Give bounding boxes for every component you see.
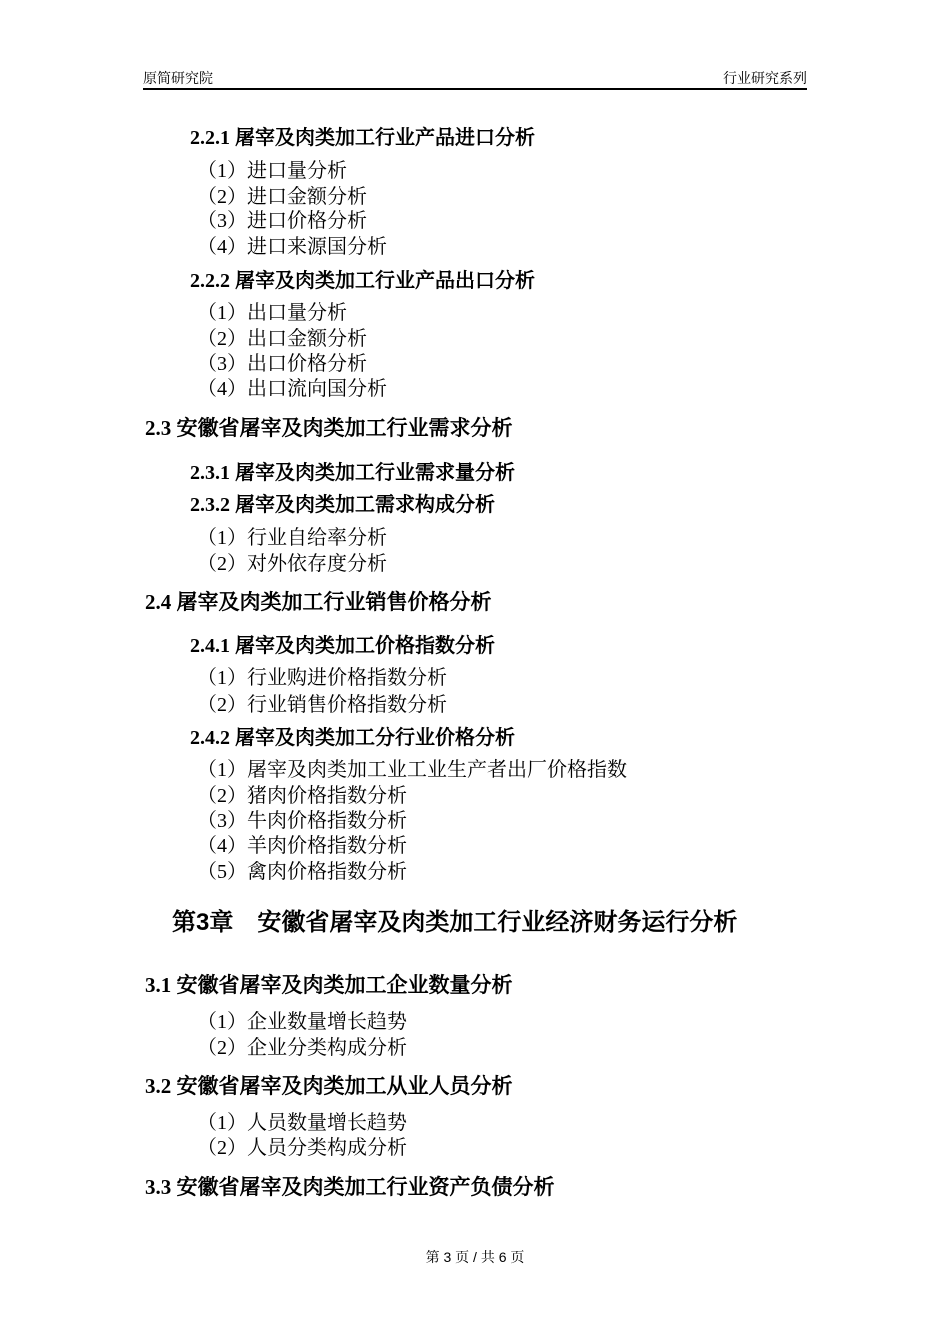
toc-item: （3）进口价格分析 <box>197 210 367 232</box>
toc-item: （1）屠宰及肉类加工业工业生产者出厂价格指数 <box>197 759 627 781</box>
toc-item: （4）羊肉价格指数分析 <box>197 835 407 857</box>
section-heading: 2.4 屠宰及肉类加工行业销售价格分析 <box>145 590 492 614</box>
toc-item: （1）进口量分析 <box>197 160 347 182</box>
toc-item: （2）企业分类构成分析 <box>197 1037 407 1059</box>
header-right: 行业研究系列 <box>723 70 807 86</box>
toc-item: （4）进口来源国分析 <box>197 236 387 258</box>
section-heading: 2.4.2 屠宰及肉类加工分行业价格分析 <box>190 727 515 749</box>
toc-item: （3）出口价格分析 <box>197 353 367 375</box>
toc-item: （1）出口量分析 <box>197 302 347 324</box>
toc-item: （1）行业购进价格指数分析 <box>197 667 447 689</box>
section-heading: 3.1 安徽省屠宰及肉类加工企业数量分析 <box>145 973 513 997</box>
section-heading: 3.2 安徽省屠宰及肉类加工从业人员分析 <box>145 1074 513 1098</box>
section-heading: 2.3.1 屠宰及肉类加工行业需求量分析 <box>190 462 515 484</box>
toc-item: （2）进口金额分析 <box>197 186 367 208</box>
section-heading: 2.2.2 屠宰及肉类加工行业产品出口分析 <box>190 270 535 292</box>
header-rule <box>143 88 807 90</box>
toc-item: （2）人员分类构成分析 <box>197 1137 407 1159</box>
section-heading: 2.3 安徽省屠宰及肉类加工行业需求分析 <box>145 416 513 440</box>
toc-item: （1）企业数量增长趋势 <box>197 1011 407 1033</box>
toc-item: （1）行业自给率分析 <box>197 527 387 549</box>
toc-item: （1）人员数量增长趋势 <box>197 1112 407 1134</box>
toc-item: （4）出口流向国分析 <box>197 378 387 400</box>
toc-item: （2）行业销售价格指数分析 <box>197 694 447 716</box>
section-heading: 2.2.1 屠宰及肉类加工行业产品进口分析 <box>190 127 535 149</box>
chapter-heading: 第3章 安徽省屠宰及肉类加工行业经济财务运行分析 <box>172 909 738 936</box>
header-left: 原简研究院 <box>143 70 213 86</box>
section-heading: 2.4.1 屠宰及肉类加工价格指数分析 <box>190 635 495 657</box>
page-footer: 第 3 页 / 共 6 页 <box>425 1249 525 1265</box>
section-heading: 3.3 安徽省屠宰及肉类加工行业资产负债分析 <box>145 1175 555 1199</box>
toc-item: （2）猪肉价格指数分析 <box>197 785 407 807</box>
toc-item: （2）出口金额分析 <box>197 328 367 350</box>
toc-item: （2）对外依存度分析 <box>197 553 387 575</box>
toc-item: （5）禽肉价格指数分析 <box>197 861 407 883</box>
section-heading: 2.3.2 屠宰及肉类加工需求构成分析 <box>190 494 495 516</box>
toc-item: （3）牛肉价格指数分析 <box>197 810 407 832</box>
